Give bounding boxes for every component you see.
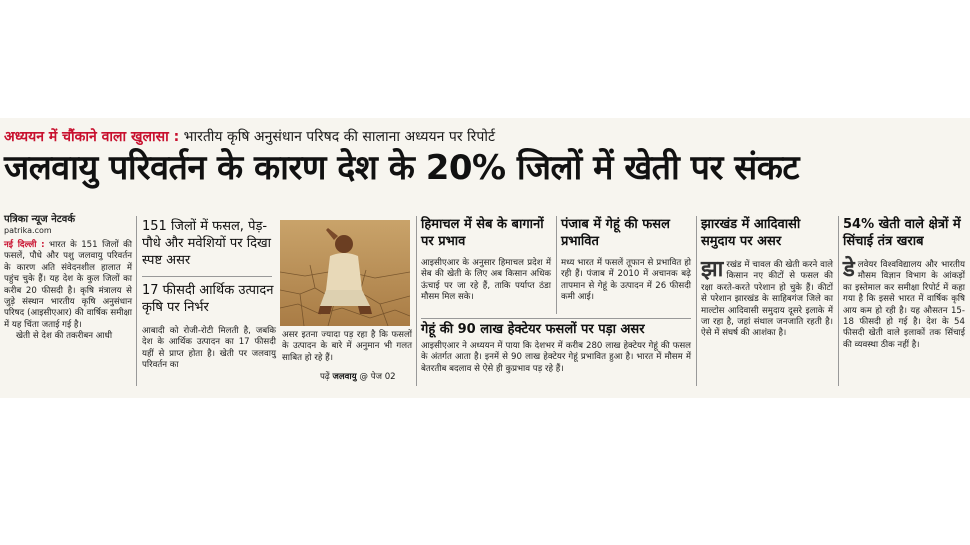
- jump-word: जलवायु: [332, 372, 357, 382]
- jump-line: [320, 372, 396, 383]
- column-divider: [838, 216, 839, 386]
- irrigation-body: लवेयर विश्वविद्यालय और भारतीय मौसम विज्ञान विभाग के आंकड़ों का इस्तेमाल कर समीक्षा रिपोर्ट में कहा गया है कि इससे भारत में वार्षिक कृषि आय कम हो रही है। यह औसतन 15-18 फीसदी हो गई है। देश के 54 फीसदी खेती वाले इलाकों तक सिंचाई की व्यवस्था ठीक नहीं है।: [843, 260, 965, 350]
- jharkhand-body: रखंड में चावल की खेती करने वाले किसान नए कीटों से फसल की रक्षा करते-करते परेशान हो चुके हैं। कीटों से परेशान झारखंड के साहिबगंज जिले का माल्टोस आदिवासी समुदाय दूसरे इलाके में जा रहा है, जहां संथाल जनजाति रहती है। ऐसे में संघर्ष की आशंका है।: [701, 260, 833, 339]
- column-divider: [556, 216, 557, 314]
- column-divider: [416, 216, 417, 386]
- headline: जलवायु परिवर्तन के कारण देश के 20% जिलों में खेती पर संकट: [4, 148, 799, 188]
- wheat-heading: गेहूं की 90 लाख हेक्टेयर फसलों पर पड़ा असर: [421, 322, 645, 337]
- dropcap: डे: [843, 257, 855, 282]
- highlight-151-districts: 151 जिलों में फसल, पेड़-पौधे और मवेशियों पर दिखा स्पष्ट असर: [142, 219, 271, 268]
- column-2-text: आबादी को रोजी-रोटी मिलती है, जबकि देश के आर्थिक उत्पादन का 17 फीसदी यहीं से प्राप्त होता है। खेती पर जलवायु परिवर्तन का: [142, 326, 276, 371]
- kicker-text: भारतीय कृषि अनुसंधान परिषद की सालाना अध्ययन पर रिपोर्ट: [179, 129, 495, 145]
- kicker-label: अध्ययन में चौंकाने वाला खुलासा :: [4, 129, 180, 145]
- column-divider: [136, 216, 137, 386]
- byline: पत्रिका न्यूज नेटवर्क: [4, 214, 76, 225]
- intro-text: भारत के 151 जिलों की फसलें, पौधे और पशु जलवायु परिवर्तन के कारण अति संवेदनशील हालात में पहुंच चुके हैं। यह देश के कुल जिलों का करीब 20 फीसदी है। कृषि मंत्रालय से जुड़े संस्थान भारतीय कृषि अनुसंधान परिषद (आइसीएआर) की वार्षिक समीक्षा में यह चिंता जताई गई है।: [4, 240, 132, 330]
- column-divider: [696, 216, 697, 386]
- kicker: [4, 128, 495, 146]
- punjab-text: मध्य भारत में फसलें तूफान से प्रभावित हो रही हैं। पंजाब में 2010 में अचानक बढ़े तापमान से गेहूं के उत्पादन में 26 फीसदी कमी आई।: [561, 258, 691, 303]
- column-3-text: असर इतना ज्यादा पड़ रहा है कि फसलों के उत्पादन के बारे में अनुमान भी गलत साबित हो रहे हैं।: [282, 330, 412, 363]
- dateline: नई दिल्ली :: [4, 240, 45, 250]
- site-name: patrika.com: [4, 226, 52, 235]
- himachal-heading: हिमाचल में सेब के बागानों पर प्रभाव: [421, 217, 544, 249]
- punjab-heading: पंजाब में गेहूं की फसल प्रभावित: [561, 217, 670, 249]
- column-intro: [4, 214, 132, 343]
- intro-paragraph: [4, 240, 132, 331]
- irrigation-heading: 54% खेती वाले क्षेत्रों में सिंचाई तंत्र खराब: [843, 217, 961, 249]
- jump-prefix: पढ़ें: [320, 372, 333, 382]
- intro-continuation: खेती से देश की तकरीबन आधी: [16, 331, 113, 342]
- himachal-text: आइसीएआर के अनुसार हिमाचल प्रदेश में सेब की खेती के लिए अब किसान अधिक ऊंचाई पर जा रहे हैं, ताकि पर्याप्त ठंडा मौसम मिल सके।: [421, 258, 551, 303]
- jharkhand-text: [701, 257, 833, 340]
- jharkhand-heading: झारखंड में आदिवासी समुदाय पर असर: [701, 217, 801, 249]
- section-divider: [421, 318, 691, 319]
- highlight-divider: [142, 276, 272, 277]
- highlight-17-percent: 17 फीसदी आर्थिक उत्पादन कृषि पर निर्भर: [142, 283, 274, 315]
- irrigation-text: [843, 257, 965, 351]
- jump-page: @ पेज 02: [356, 372, 396, 382]
- wheat-text: आइसीएआर ने अध्ययन में पाया कि देशभर में करीब 280 लाख हेक्टेयर गेहूं की फसल के अंतर्गत आता है। इनमें से 90 लाख हेक्टेयर गेहूं प्रभावित हुआ है। भारत में मौसम में बेतरतीब बदलाव से ऐसे ही कुप्रभाव पड़ रहे हैं।: [421, 341, 691, 374]
- farmer-photo: [280, 220, 410, 326]
- dropcap: झा: [701, 257, 724, 282]
